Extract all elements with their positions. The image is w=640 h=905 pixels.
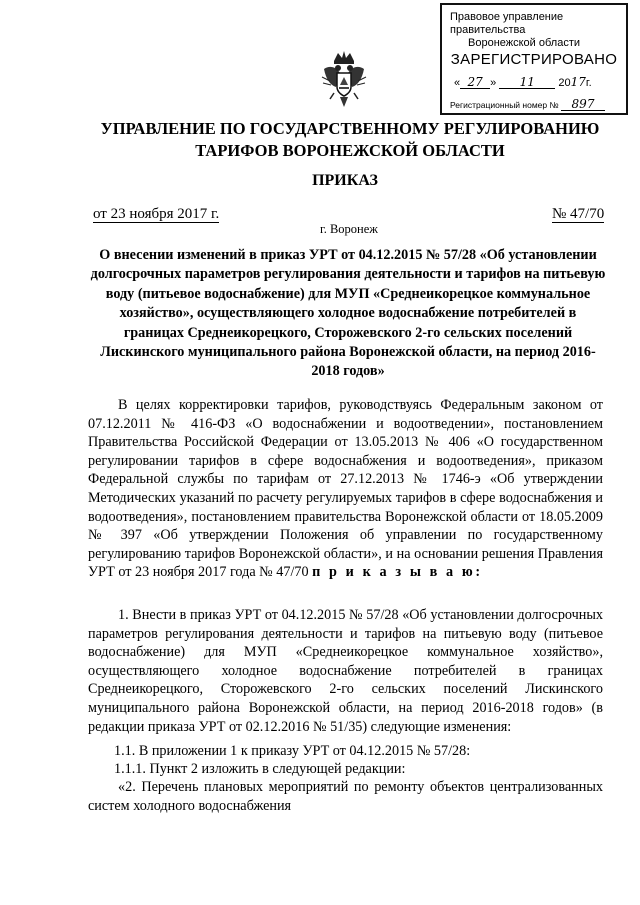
stamp-date-month: 11 — [499, 77, 555, 89]
item-2-quote-paragraph: «2. Перечень плановых мероприятий по ремонту объектов централизованных систем холодного водоснабжения — [88, 779, 603, 814]
stamp-date-year-prefix: 20 — [558, 77, 571, 89]
stamp-org-line-1: Правовое управление правительства — [450, 11, 564, 36]
document-number — [552, 206, 604, 223]
document-title: О внесении изменений в приказ УРТ от 04.12.2015 № 57/28 «Об установлении долгосрочных параметров регулирования деятельности и тарифов на питьевую воду (питьевое водоснабжение) для МУП «Среднеикорецкое коммунальное хозяйство», осуществляющего холодное водоснабжение потребителей в границах Среднеикорецкого, Сторожевского 2-го сельских поселений Лискинского муниципального района Воронежской области, на период 2016-2018 годов» — [90, 247, 606, 380]
item-1-1-1-line: 1.1.1. Пункт 2 изложить в следующей редакции: — [114, 761, 406, 777]
document-date — [93, 206, 219, 223]
stamp-date-year-suffix: 17 — [570, 75, 586, 89]
preamble-paragraph — [88, 396, 603, 582]
authority-name-line-2: ТАРИФОВ ВОРОНЕЖСКОЙ ОБЛАСТИ — [195, 141, 505, 160]
stamp-organization — [450, 11, 626, 50]
preamble-text: В целях корректировки тарифов, руководствуясь Федеральным законом от 07.12.2011 № 416-ФЗ «О водоснабжении и водоотведении», постановлением Правительства Российской Федерации от 13.05.2013 № 406 «О государственном регулировании тарифов в сфере водоснабжения и водоотведения», приказом Федеральной службы по тарифам от 27.12.2013 № 1746-э «Об утверждении Методических указаний по расчету регулируемых тарифов в сфере водоснабжения и водоотведения», постановлением правительства Воронежской области от 18.05.2009 № 397 «Об утверждении Положения об управлении по государственному регулированию тарифов Воронежской области», и на основании решения Правления УРТ от 23 ноября 2017 года № 47/70 — [88, 397, 603, 581]
document-type: ПРИКАЗ — [312, 172, 378, 189]
stamp-registered-label: ЗАРЕГИСТРИРОВАНО — [450, 51, 618, 68]
stamp-date-day: 27 — [460, 77, 490, 89]
coat-of-arms-icon — [320, 47, 368, 111]
prikazyvayu-text: п р и к а з ы в а ю: — [312, 564, 483, 581]
item-1-1-line: 1.1. В приложении 1 к приказу УРТ от 04.12.2015 № 57/28: — [114, 743, 471, 759]
document-city: г. Воронеж — [320, 222, 378, 236]
document-date-text: от 23 ноября 2017 г. — [93, 206, 220, 222]
stamp-reg-number-value: 897 — [561, 99, 605, 111]
stamp-date: « 27 » 11 2017г. — [454, 75, 592, 89]
item-1-paragraph: 1. Внести в приказ УРТ от 04.12.2015 № 57/28 «Об установлении долгосрочных параметров регулирования деятельности и тарифов на питьевую воду (питьевое водоснабжение) для МУП «Среднеикорецкое коммунальное хозяйство», осуществляющего холодное водоснабжение потребителей в границах Среднеикорецкого, Сторожевского 2-го сельских поселений Лискинского муниципального района Воронежской области, на период 2016-2018 годов» (в редакции приказа УРТ от 02.12.2016 № 51/35) следующие изменения: — [88, 607, 603, 735]
stamp-org-line-2: Воронежской области — [468, 37, 581, 49]
authority-name-line-1: УПРАВЛЕНИЕ ПО ГОСУДАРСТВЕННОМУ РЕГУЛИРОВАНИЮ — [100, 119, 600, 138]
document-number-text: № 47/70 — [552, 206, 605, 222]
stamp-date-g: г. — [585, 77, 592, 89]
stamp-reg-number-label: Регистрационный номер № — [450, 100, 559, 110]
stamp-reg-number — [450, 99, 630, 111]
registration-stamp — [440, 3, 628, 115]
